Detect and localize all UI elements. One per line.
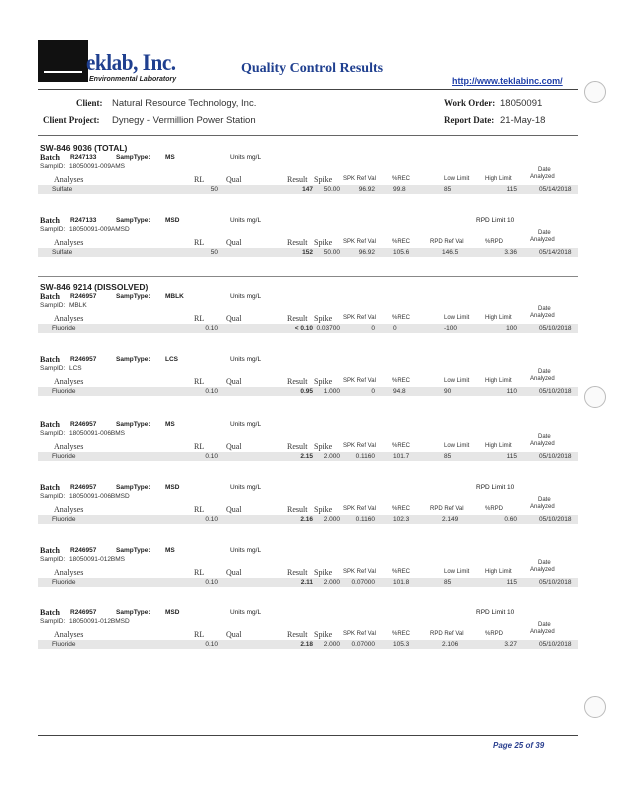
rl-cell: 0.10 (205, 579, 218, 586)
result-cell: 2.16 (300, 516, 313, 523)
units-label: Units mg/L (230, 154, 262, 161)
spk-ref-cell: 0 (371, 388, 375, 395)
sampid-label: SampID: (40, 302, 66, 309)
rl-header: RL (194, 568, 205, 577)
qc-batch-block (0, 420, 618, 482)
qual-header: Qual (226, 175, 242, 184)
batch-label: Batch (40, 608, 60, 617)
units-label: Units mg/L (230, 217, 262, 224)
limit-or-rpd-ref-cell: 85 (444, 186, 452, 193)
result-cell: 2.11 (300, 579, 313, 586)
high-limit-or-rpd-cell: 3.27 (504, 641, 517, 648)
result-header: Result (287, 630, 308, 639)
spike-cell: 2.000 (323, 579, 340, 586)
batch-label: Batch (40, 420, 60, 429)
spk-ref-val-header: SPK Ref Val (343, 506, 376, 512)
result-cell: 147 (302, 186, 313, 193)
spike-cell: 50.00 (323, 249, 340, 256)
qc-batch-block (0, 546, 618, 608)
spike-header: Spike (314, 377, 333, 386)
rec-cell: 0 (393, 325, 397, 332)
batch-id: R246957 (70, 484, 97, 491)
rl-cell: 0.10 (205, 516, 218, 523)
spike-header: Spike (314, 314, 333, 323)
units-label: Units mg/L (230, 484, 262, 491)
rec-cell: 105.3 (393, 641, 410, 648)
sampid-value: 18050091-012BMS (69, 556, 126, 563)
limit-or-rpd-ref-header: RPD Ref Val (430, 239, 464, 245)
analyte-cell: Fluoride (52, 325, 76, 332)
rec-header: %REC (392, 315, 411, 321)
limit-or-rpd-ref-header: Low Limit (444, 443, 470, 449)
analyzed-header: Analyzed (530, 174, 555, 180)
page-number: Page 25 of 39 (493, 741, 545, 750)
sampid-value: 18050091-006BMSD (69, 493, 130, 500)
rec-header: %REC (392, 239, 411, 245)
batch-id: R246957 (70, 421, 97, 428)
sampid-value: MBLK (69, 302, 87, 309)
date-analyzed-cell: 05/10/2018 (539, 579, 572, 586)
rl-header: RL (194, 630, 205, 639)
document-title: Quality Control Results (241, 61, 384, 76)
rec-cell: 99.8 (393, 186, 406, 193)
spike-header: Spike (314, 175, 333, 184)
spk-ref-val-header: SPK Ref Val (343, 569, 376, 575)
high-limit-or-rpd-header: High Limit (485, 176, 512, 182)
spike-cell: 50.00 (323, 186, 340, 193)
high-limit-or-rpd-cell: 115 (506, 186, 517, 193)
analyzed-header: Analyzed (530, 376, 555, 382)
analyses-header: Analyses (54, 238, 84, 247)
rec-cell: 94.8 (393, 388, 406, 395)
qual-header: Qual (226, 314, 242, 323)
spike-header: Spike (314, 505, 333, 514)
spk-ref-cell: 0.07000 (351, 641, 375, 648)
analyzed-header: Analyzed (530, 237, 555, 243)
limit-or-rpd-ref-header: RPD Ref Val (430, 506, 464, 512)
high-limit-or-rpd-cell: 3.36 (504, 249, 517, 256)
qual-header: Qual (226, 238, 242, 247)
result-cell: < 0.10 (294, 325, 313, 332)
rec-header: %REC (392, 443, 411, 449)
date-header: Date (538, 622, 551, 628)
work-order-label: Work Order: (444, 98, 496, 108)
sampid-label: SampID: (40, 618, 66, 625)
limit-or-rpd-ref-cell: 2.149 (442, 516, 459, 523)
date-header: Date (538, 497, 551, 503)
batch-label: Batch (40, 355, 60, 364)
rec-cell: 101.8 (393, 579, 410, 586)
qual-header: Qual (226, 377, 242, 386)
date-header: Date (538, 230, 551, 236)
samp-type-label: SampType: (116, 609, 151, 616)
date-header: Date (538, 434, 551, 440)
sampid-label: SampID: (40, 226, 66, 233)
high-limit-or-rpd-header: %RPD (485, 631, 504, 637)
spike-cell: 2.000 (323, 516, 340, 523)
qc-batch-block (0, 608, 618, 670)
rec-header: %REC (392, 506, 411, 512)
spk-ref-cell: 0.07000 (351, 579, 375, 586)
sampid-value: 18050091-009AMS (69, 163, 126, 170)
spk-ref-val-header: SPK Ref Val (343, 176, 376, 182)
analyzed-header: Analyzed (530, 504, 555, 510)
date-header: Date (538, 369, 551, 375)
batch-id: R247133 (70, 154, 97, 161)
spk-ref-val-header: SPK Ref Val (343, 631, 376, 637)
batch-label: Batch (40, 546, 60, 555)
binder-hole-icon (584, 696, 606, 718)
samp-type-value: MBLK (165, 293, 184, 300)
result-header: Result (287, 442, 308, 451)
client-project-label: Client Project: (43, 115, 100, 125)
spk-ref-cell: 0.1160 (355, 516, 375, 523)
spk-ref-val-header: SPK Ref Val (343, 315, 376, 321)
samp-type-label: SampType: (116, 356, 151, 363)
batch-label: Batch (40, 292, 60, 301)
samp-type-label: SampType: (116, 154, 151, 161)
rec-header: %REC (392, 176, 411, 182)
batch-id: R246957 (70, 547, 97, 554)
qual-header: Qual (226, 442, 242, 451)
limit-or-rpd-ref-cell: 90 (444, 388, 452, 395)
report-date-value: 21-May-18 (500, 115, 546, 126)
spk-ref-cell: 0 (371, 325, 375, 332)
qual-header: Qual (226, 568, 242, 577)
client-project-value: Dynegy - Vermillion Power Station (112, 115, 256, 126)
rl-cell: 50 (210, 249, 218, 256)
batch-label: Batch (40, 153, 60, 162)
analyses-header: Analyses (54, 630, 84, 639)
units-label: Units mg/L (230, 421, 262, 428)
spike-cell: 1.000 (323, 388, 340, 395)
high-limit-or-rpd-cell: 0.60 (504, 516, 517, 523)
high-limit-or-rpd-header: High Limit (485, 569, 512, 575)
result-header: Result (287, 568, 308, 577)
footer-divider (38, 735, 578, 736)
spk-ref-cell: 0.1160 (355, 453, 375, 460)
analyte-cell: Sulfate (52, 249, 73, 256)
teklab-logo-mark (38, 40, 88, 82)
date-analyzed-cell: 05/10/2018 (539, 388, 572, 395)
limit-or-rpd-ref-cell: 85 (444, 579, 452, 586)
result-cell: 2.18 (300, 641, 313, 648)
rl-header: RL (194, 377, 205, 386)
result-header: Result (287, 238, 308, 247)
spike-cell: 0.03700 (316, 325, 340, 332)
units-label: Units mg/L (230, 609, 262, 616)
analyzed-header: Analyzed (530, 567, 555, 573)
date-header: Date (538, 560, 551, 566)
analyses-header: Analyses (54, 568, 84, 577)
analyte-cell: Sulfate (52, 186, 73, 193)
result-header: Result (287, 505, 308, 514)
rl-cell: 0.10 (205, 453, 218, 460)
qual-header: Qual (226, 505, 242, 514)
samp-type-label: SampType: (116, 217, 151, 224)
work-order-value: 18050091 (500, 98, 543, 109)
samp-type-value: MSD (165, 609, 180, 616)
analyzed-header: Analyzed (530, 441, 555, 447)
high-limit-or-rpd-cell: 115 (506, 579, 517, 586)
spike-header: Spike (314, 568, 333, 577)
date-analyzed-cell: 05/10/2018 (539, 516, 572, 523)
company-url-link[interactable]: http://www.teklabinc.com/ (452, 76, 563, 86)
high-limit-or-rpd-header: %RPD (485, 239, 504, 245)
logo-stripe (44, 71, 82, 73)
samp-type-value: MS (165, 421, 175, 428)
date-analyzed-cell: 05/10/2018 (539, 325, 572, 332)
units-label: Units mg/L (230, 293, 262, 300)
spike-header: Spike (314, 238, 333, 247)
batch-id: R246957 (70, 609, 97, 616)
spike-cell: 2.000 (323, 641, 340, 648)
samp-type-value: MS (165, 154, 175, 161)
rl-header: RL (194, 314, 205, 323)
high-limit-or-rpd-header: High Limit (485, 378, 512, 384)
limit-or-rpd-ref-header: Low Limit (444, 315, 470, 321)
units-label: Units mg/L (230, 356, 262, 363)
header-divider (38, 89, 578, 90)
section-title-total: SW-846 9036 (TOTAL) (40, 143, 128, 153)
limit-or-rpd-ref-header: RPD Ref Val (430, 631, 464, 637)
rpd-limit: RPD Limit 10 (476, 217, 515, 224)
date-header: Date (538, 167, 551, 173)
company-logo-subtitle: Environmental Laboratory (89, 76, 177, 83)
spike-header: Spike (314, 442, 333, 451)
qc-batch-block (0, 292, 618, 354)
analyzed-header: Analyzed (530, 313, 555, 319)
samp-type-label: SampType: (116, 421, 151, 428)
batch-id: R247133 (70, 217, 97, 224)
samp-type-label: SampType: (116, 484, 151, 491)
sampid-value: 18050091-012BMSD (69, 618, 130, 625)
rec-cell: 105.6 (393, 249, 410, 256)
analyte-cell: Fluoride (52, 388, 76, 395)
rec-header: %REC (392, 631, 411, 637)
samp-type-label: SampType: (116, 293, 151, 300)
limit-or-rpd-ref-header: Low Limit (444, 378, 470, 384)
high-limit-or-rpd-cell: 100 (506, 325, 517, 332)
spk-ref-val-header: SPK Ref Val (343, 443, 376, 449)
rl-cell: 0.10 (205, 641, 218, 648)
high-limit-or-rpd-header: High Limit (485, 315, 512, 321)
analyte-cell: Fluoride (52, 641, 76, 648)
rl-header: RL (194, 238, 205, 247)
sampid-label: SampID: (40, 365, 66, 372)
company-logo-text: eklab, Inc. (86, 50, 176, 75)
samp-type-value: MS (165, 547, 175, 554)
result-header: Result (287, 314, 308, 323)
limit-or-rpd-ref-cell: -100 (444, 325, 458, 332)
result-header: Result (287, 377, 308, 386)
high-limit-or-rpd-header: High Limit (485, 443, 512, 449)
limit-or-rpd-ref-header: Low Limit (444, 176, 470, 182)
rpd-limit: RPD Limit 10 (476, 484, 515, 491)
analyzed-header: Analyzed (530, 629, 555, 635)
analyte-cell: Fluoride (52, 579, 76, 586)
batch-label: Batch (40, 483, 60, 492)
limit-or-rpd-ref-cell: 146.5 (442, 249, 459, 256)
analyses-header: Analyses (54, 175, 84, 184)
limit-or-rpd-ref-cell: 2.106 (442, 641, 459, 648)
qc-batch-block (0, 355, 618, 417)
spk-ref-cell: 96.92 (358, 186, 375, 193)
date-analyzed-cell: 05/10/2018 (539, 453, 572, 460)
client-label: Client: (76, 98, 103, 108)
units-label: Units mg/L (230, 547, 262, 554)
analyses-header: Analyses (54, 314, 84, 323)
rl-header: RL (194, 505, 205, 514)
sampid-value: 18050091-006BMS (69, 430, 126, 437)
spk-ref-cell: 96.92 (358, 249, 375, 256)
report-date-label: Report Date: (444, 115, 495, 125)
sampid-value: 18050091-009AMSD (69, 226, 130, 233)
rl-cell: 50 (210, 186, 218, 193)
rpd-limit: RPD Limit 10 (476, 609, 515, 616)
sampid-value: LCS (69, 365, 82, 372)
qc-batch-block (0, 216, 618, 278)
samp-type-label: SampType: (116, 547, 151, 554)
result-cell: 0.95 (300, 388, 313, 395)
samp-type-value: LCS (165, 356, 178, 363)
rec-header: %REC (392, 569, 411, 575)
samp-type-value: MSD (165, 484, 180, 491)
spike-cell: 2.000 (323, 453, 340, 460)
date-analyzed-cell: 05/10/2018 (539, 641, 572, 648)
qc-batch-block (0, 483, 618, 545)
binder-hole-icon (584, 386, 606, 408)
result-cell: 152 (302, 249, 313, 256)
sampid-label: SampID: (40, 556, 66, 563)
samp-type-value: MSD (165, 217, 180, 224)
client-divider (38, 135, 578, 136)
high-limit-or-rpd-cell: 115 (506, 453, 517, 460)
qual-header: Qual (226, 630, 242, 639)
rec-header: %REC (392, 378, 411, 384)
section-title-dissolved: SW-846 9214 (DISSOLVED) (40, 282, 149, 292)
batch-id: R246957 (70, 293, 97, 300)
sampid-label: SampID: (40, 493, 66, 500)
sampid-label: SampID: (40, 430, 66, 437)
analyte-cell: Fluoride (52, 453, 76, 460)
limit-or-rpd-ref-header: Low Limit (444, 569, 470, 575)
spike-header: Spike (314, 630, 333, 639)
rec-cell: 102.3 (393, 516, 410, 523)
binder-hole-icon (584, 81, 606, 103)
date-analyzed-cell: 05/14/2018 (539, 249, 572, 256)
date-analyzed-cell: 05/14/2018 (539, 186, 572, 193)
rl-header: RL (194, 175, 205, 184)
result-header: Result (287, 175, 308, 184)
sampid-label: SampID: (40, 163, 66, 170)
date-header: Date (538, 306, 551, 312)
analyses-header: Analyses (54, 505, 84, 514)
rl-cell: 0.10 (205, 325, 218, 332)
limit-or-rpd-ref-cell: 85 (444, 453, 452, 460)
batch-label: Batch (40, 216, 60, 225)
spk-ref-val-header: SPK Ref Val (343, 239, 376, 245)
spk-ref-val-header: SPK Ref Val (343, 378, 376, 384)
analyte-cell: Fluoride (52, 516, 76, 523)
batch-id: R246957 (70, 356, 97, 363)
high-limit-or-rpd-cell: 110 (506, 388, 517, 395)
high-limit-or-rpd-header: %RPD (485, 506, 504, 512)
rl-cell: 0.10 (205, 388, 218, 395)
qc-batch-block (0, 153, 618, 215)
result-cell: 2.15 (300, 453, 313, 460)
client-value: Natural Resource Technology, Inc. (112, 98, 257, 109)
analyses-header: Analyses (54, 377, 84, 386)
rec-cell: 101.7 (393, 453, 410, 460)
analyses-header: Analyses (54, 442, 84, 451)
rl-header: RL (194, 442, 205, 451)
